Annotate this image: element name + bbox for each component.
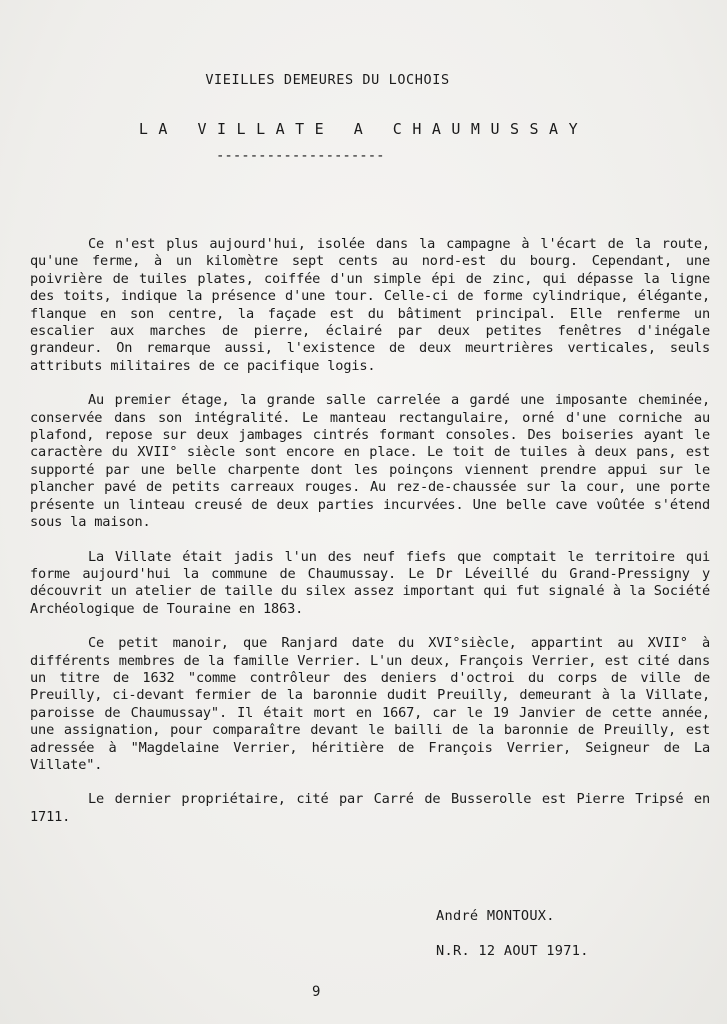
- author-signature: André MONTOUX.: [436, 908, 555, 924]
- paragraph-last-owner: Le dernier propriétaire, cité par Carré de Busserolle est Pierre Tripsé en 1711.: [30, 791, 710, 825]
- paragraph-history: La Villate était jadis l'un des neuf fiefs que comptait le territoire qui forme aujourd'hui la commune de Chaumussay. Le Dr Léveillé du Grand-Pressigny y découvrit un atelier de taille du silex assez important qui fut signalé à la Société Archéologique de Touraine en 1863.: [30, 548, 710, 617]
- title-underline: --------------------: [216, 148, 385, 164]
- page-title: LA VILLATE A CHAUMUSSAY: [138, 120, 589, 138]
- paragraph-tower: Ce n'est plus aujourd'hui, isolée dans la campagne à l'écart de la route, qu'une ferme, à un kilomètre sept cents au nord-est du bourg. Cependant, une poivrière de tuiles plates, coiffée d'un simple épi de zinc, qui dépasse la ligne des toits, indique la présence d'une tour. Celle-ci de forme cylindrique, élégante, flanque en son centre, la façade est du bâtiment principal. Elle renferme un escalier aux marches de pierre, éclairé par deux petites fenêtres d'inégale grandeur. On remarque aussi, l'existence de deux meurtrières verticales, seuls attributs militaires de ce pacifique logis.: [30, 236, 710, 374]
- paragraph-first-floor: Au premier étage, la grande salle carrelée a gardé une imposante cheminée, conservée dans son intégralité. Le manteau rectangulaire, orné d'une corniche au plafond, repose sur deux jambages cintrés formant consoles. Des boiseries ayant le caractère du XVII° siècle sont encore en place. Le toit de tuiles à deux pans, est supporté par une belle charpente dont les poinçons viennent prendre appui sur le plancher pavé de petits carreaux rouges. Au rez-de-chaussée sur la cour, une porte présente un linteau creusé de deux parties incurvées. Une belle cave voûtée s'étend sous la maison.: [30, 392, 710, 531]
- paragraph-verrier-family: Ce petit manoir, que Ranjard date du XVI°siècle, appartint au XVII° à différents membres de la famille Verrier. L'un deux, François Verrier, est cité dans un titre de 1632 "comme contrôleur des deniers d'octroi du corps de ville de Preuilly, ci-devant fermier de la baronnie dudit Preuilly, demeurant à la Villate, paroisse de Chaumussay". Il était mort en 1667, car le 19 Janvier de cette année, une assignation, pour comparaître devant le bailli de la baronnie de Preuilly, est adressée à "Magdelaine Verrier, héritière de François Verrier, Seigneur de La Villate".: [30, 635, 710, 773]
- article-body: [30, 236, 710, 826]
- series-title: VIEILLES DEMEURES DU LOCHOIS: [205, 72, 450, 88]
- source-dateline: N.R. 12 AOUT 1971.: [436, 943, 589, 959]
- page-number: 9: [312, 984, 321, 1000]
